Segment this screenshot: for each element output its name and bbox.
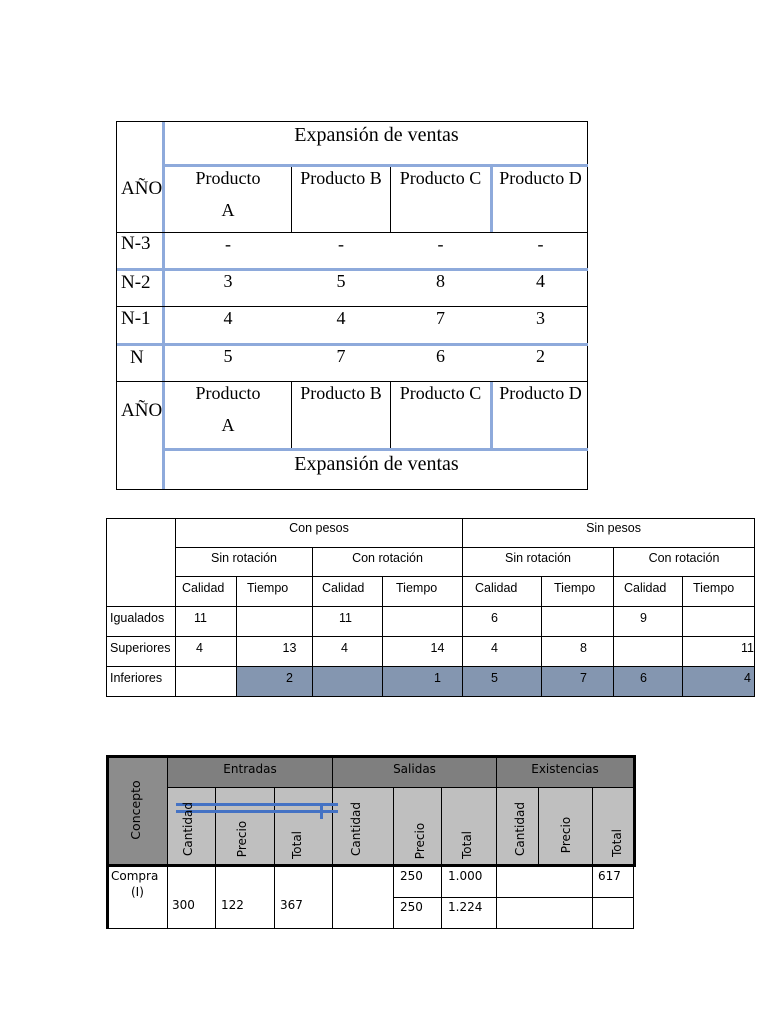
group-header: Entradas (223, 762, 277, 776)
row-label: Inferiores (110, 671, 163, 685)
table-cell: 11 (194, 611, 207, 625)
column-header: Tiempo (247, 581, 289, 595)
table-cell: 3 (536, 308, 545, 328)
subgroup-header: Sin rotación (504, 551, 571, 565)
table-cell: - (437, 234, 444, 254)
row-label: Superiores (110, 641, 171, 655)
row-label: Igualados (110, 611, 165, 625)
column-header: Total (290, 830, 304, 860)
table-cell: 5 (223, 346, 233, 366)
table-cell: 1 (434, 671, 441, 685)
product-header: Producto B (300, 383, 382, 403)
group-header: Sin pesos (586, 521, 641, 535)
group-header: Existencias (531, 762, 599, 776)
product-header: Producto C (399, 168, 482, 188)
subgroup-header: Sin rotación (210, 551, 277, 565)
blue-mark (176, 803, 338, 806)
product-header: Producto D (499, 383, 582, 403)
table-cell: - (225, 234, 231, 254)
table-cell: 11 (741, 641, 754, 655)
column-header: Tiempo (396, 581, 438, 595)
group-header: Con pesos (289, 521, 349, 535)
year-label: N (130, 347, 144, 368)
column-header: Calidad (624, 581, 667, 595)
table-cell: 4 (341, 641, 348, 655)
column-header: Calidad (182, 581, 225, 595)
table-cell: 7 (436, 308, 445, 328)
product-header: Producto C (399, 383, 482, 403)
table-cell: 13 (282, 641, 297, 655)
table-cell: 1.224 (448, 900, 483, 914)
column-header: Precio (235, 820, 249, 858)
year-label: N-1 (121, 308, 151, 329)
product-header: Producto D (499, 168, 582, 188)
table-cell: 9 (640, 611, 647, 625)
table-cell: 5 (336, 271, 346, 291)
comparison-table (106, 518, 755, 697)
year-label: N-3 (121, 233, 151, 254)
table-cell: 2 (286, 671, 293, 685)
table-cell: 4 (223, 308, 233, 328)
table-cell: 6 (640, 671, 647, 685)
blue-mark (176, 810, 338, 813)
table-cell: 617 (598, 869, 621, 883)
column-header: Precio (413, 822, 427, 860)
table-cell: 1.000 (448, 869, 483, 883)
table-cell: 4 (491, 641, 498, 655)
column-header: Calidad (475, 581, 518, 595)
table-cell: 6 (436, 346, 445, 366)
year-label: N-2 (121, 272, 151, 293)
blue-mark (320, 803, 323, 819)
table-cell: - (537, 234, 544, 254)
product-header: Producto B (300, 168, 382, 188)
column-header: Tiempo (693, 581, 735, 595)
subgroup-header: Con rotación (648, 551, 720, 565)
product-header: Producto A (195, 383, 261, 435)
table-cell: 8 (580, 641, 587, 655)
column-header: Calidad (322, 581, 365, 595)
table-cell: 4 (744, 671, 751, 685)
year-header: AÑO (121, 400, 163, 421)
year-header: AÑO (121, 178, 163, 199)
table-cell: 8 (436, 271, 445, 291)
table-cell: 4 (196, 641, 203, 655)
group-header: Salidas (393, 762, 436, 776)
column-header: Cantidad (513, 802, 527, 856)
table-cell: 367 (280, 898, 303, 912)
table-cell: 250 (400, 900, 423, 914)
table-cell: 4 (536, 271, 545, 291)
row-label: Compra (I) (111, 869, 159, 899)
table-cell: 4 (336, 308, 346, 328)
table-cell: 250 (400, 869, 423, 883)
table-cell: 3 (223, 271, 233, 291)
sales-expansion-table (116, 121, 588, 490)
table-cell: - (338, 234, 344, 254)
inventory-table (106, 755, 636, 929)
table-cell: 7 (336, 346, 346, 366)
table-cell: 6 (491, 611, 498, 625)
table-cell: 2 (536, 346, 545, 366)
column-header: Precio (559, 816, 573, 854)
concepto-header: Concepto (128, 780, 143, 840)
table-cell: 5 (491, 671, 498, 685)
table-cell: 7 (580, 671, 587, 685)
table-cell: 300 (172, 898, 195, 912)
table-cell: 11 (339, 611, 352, 625)
table-cell: 122 (221, 898, 244, 912)
column-header: Tiempo (554, 581, 596, 595)
table-title: Expansión de ventas (294, 124, 459, 146)
column-header: Cantidad (349, 802, 363, 856)
subgroup-header: Con rotación (352, 551, 423, 565)
table-title-bottom: Expansión de ventas (294, 453, 459, 475)
product-header: Producto A (195, 168, 261, 220)
table-cell: 14 (430, 641, 445, 655)
column-header: Cantidad (181, 802, 195, 856)
column-header: Total (610, 828, 624, 858)
column-header: Total (460, 830, 474, 860)
